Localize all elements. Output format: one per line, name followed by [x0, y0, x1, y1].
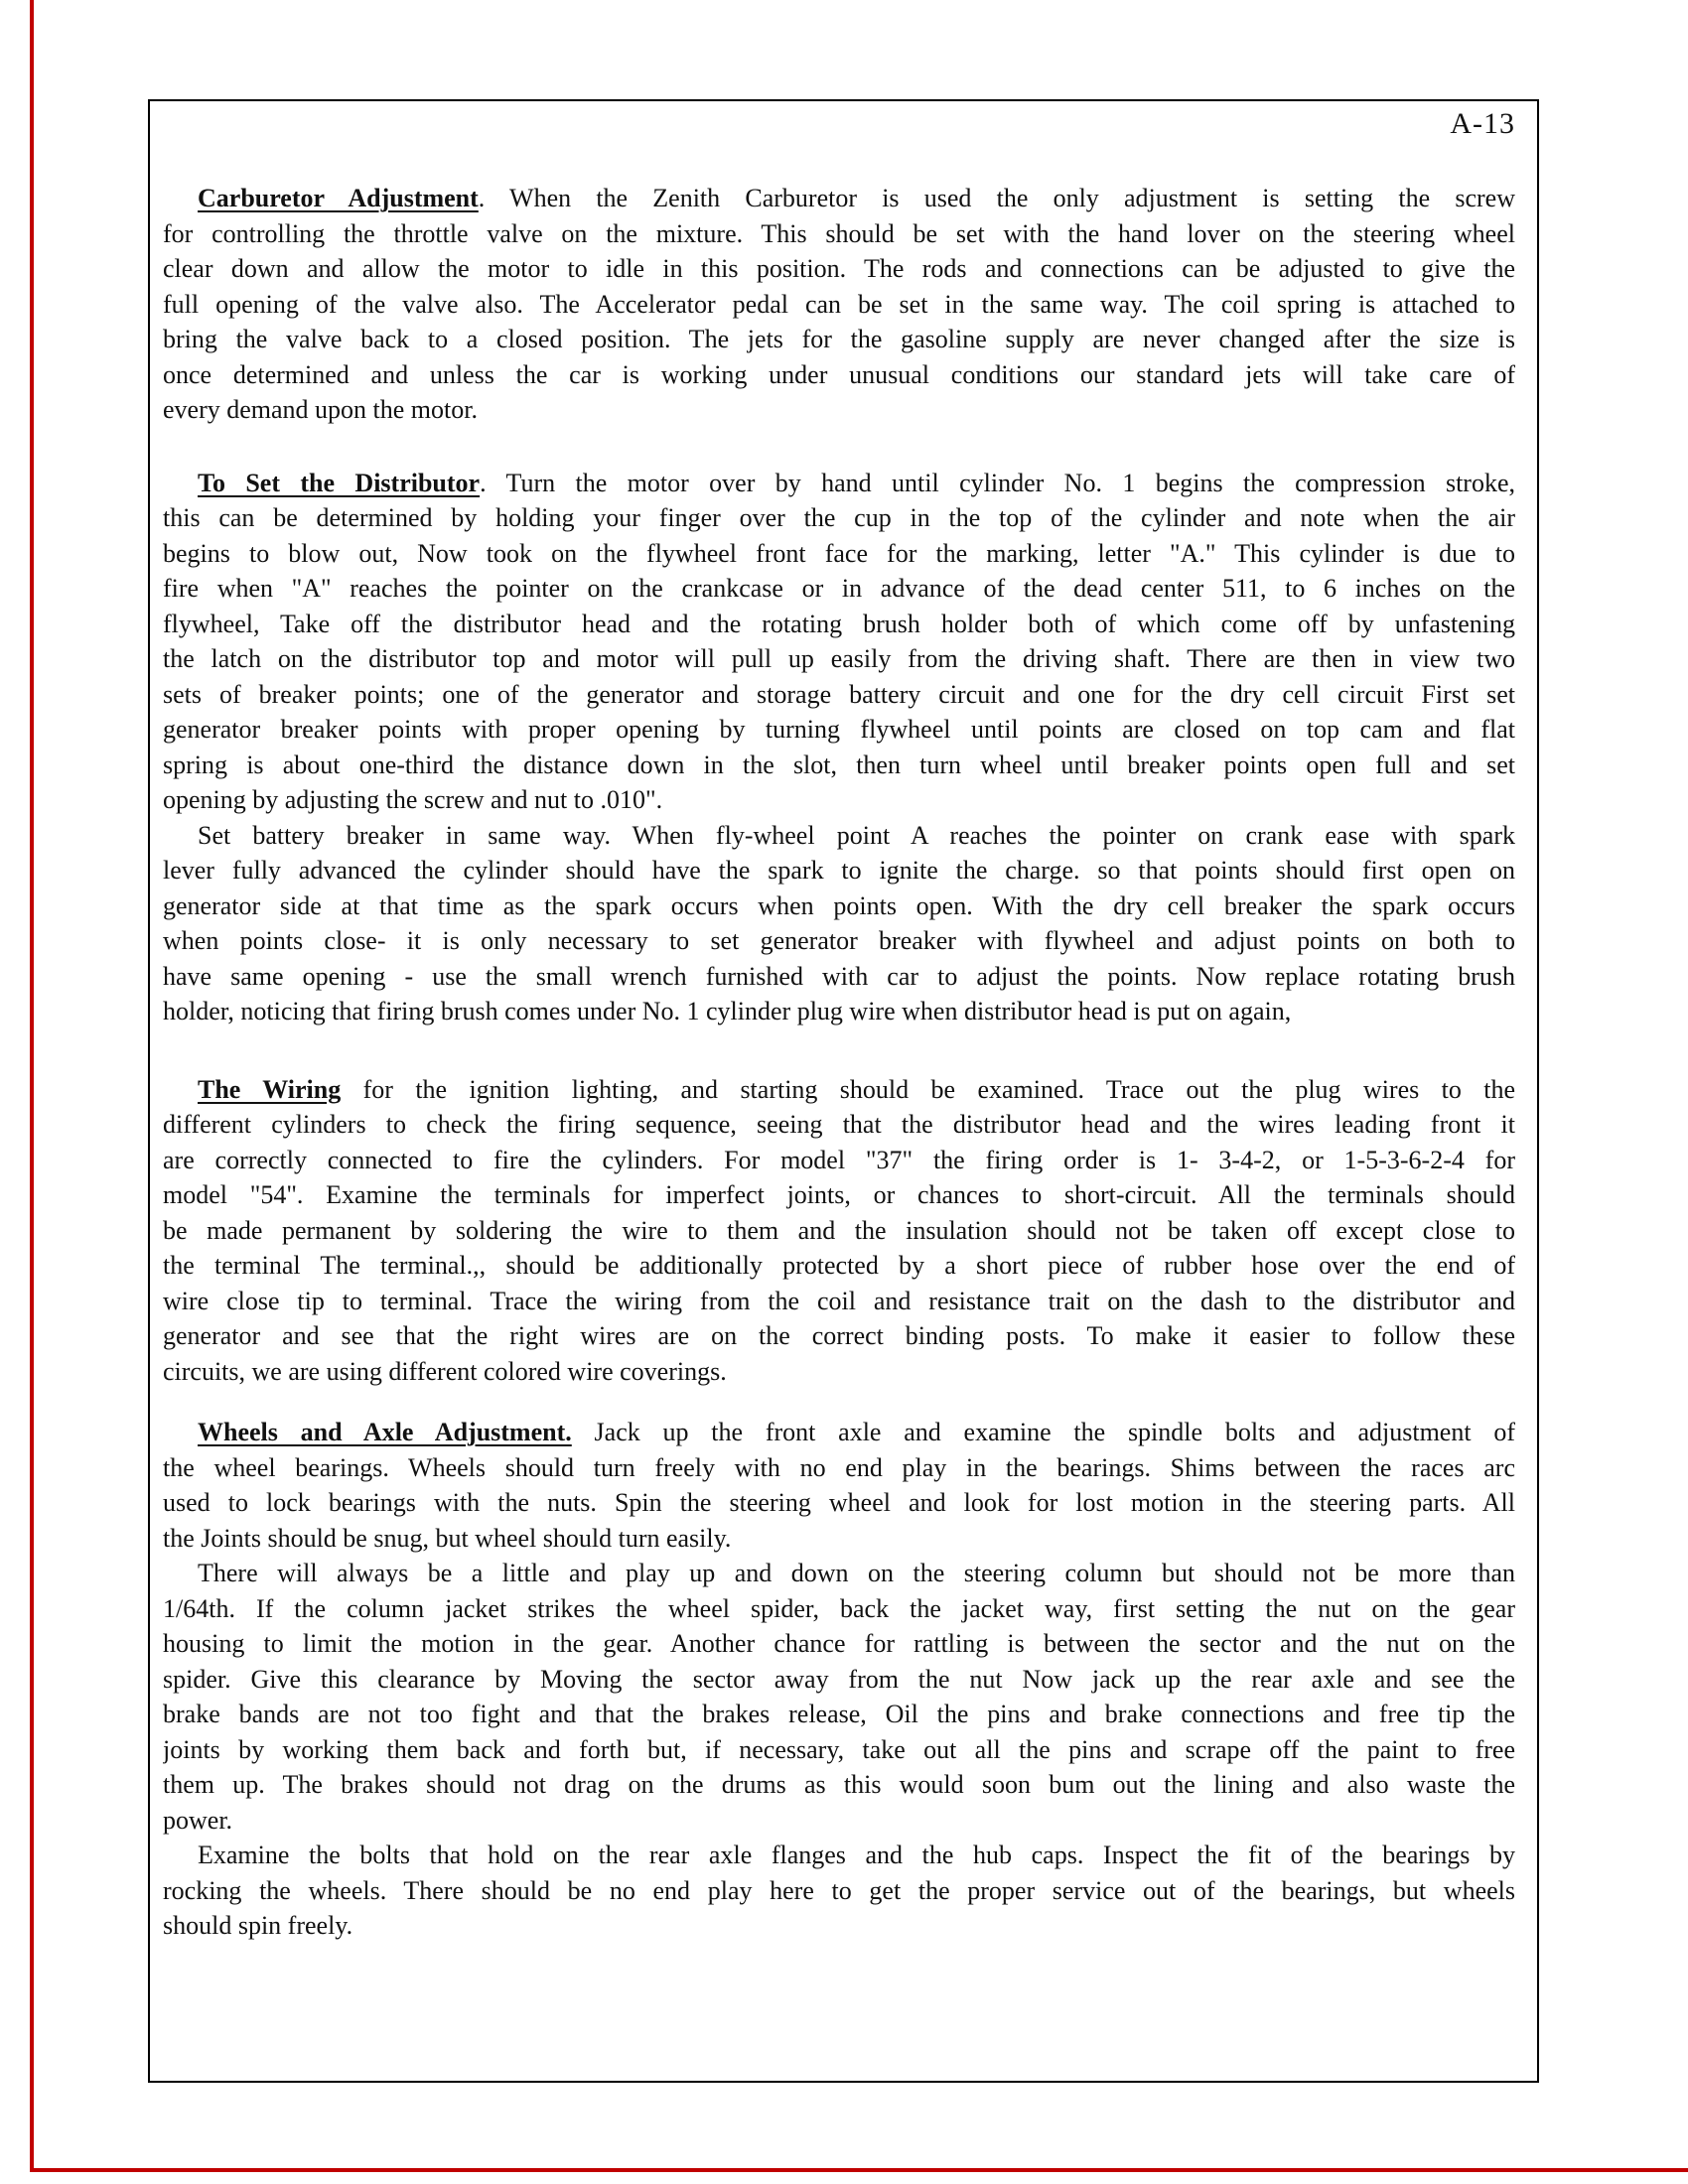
content-box	[148, 99, 1539, 2083]
text-line: when points close- it is only necessary to set generator breaker with flywheel and adjust points on both to	[163, 926, 1515, 955]
text-line: rocking the wheels. There should be no end play here to get the proper service out of the bearings, but wheels	[163, 1875, 1515, 1905]
section-heading: The Wiring	[198, 1074, 342, 1104]
section-the-wiring	[163, 1072, 1515, 1390]
text-line: generator side at that time as the spark occurs when points open. With the dry cell breaker the spark occurs	[163, 890, 1515, 920]
text-line: sets of breaker points; one of the generator and storage battery circuit and one for the dry cell circuit First set	[163, 679, 1515, 709]
red-margin-rule-horizontal	[30, 2168, 1688, 2172]
section-wheels-axle-adjustment	[163, 1415, 1515, 1556]
text-line: model "54". Examine the terminals for imperfect joints, or chances to short-circuit. All the terminals should	[163, 1180, 1515, 1209]
text-line: the Joints should be snug, but wheel should turn easily.	[163, 1523, 732, 1553]
text-line: generator and see that the right wires are on the correct binding posts. To make it easier to follow these	[163, 1321, 1515, 1350]
text-line: spider. Give this clearance by Moving the sector away from the nut Now jack up the rear axle and see the	[163, 1664, 1515, 1694]
text-line: have same opening - use the small wrench furnished with car to adjust the points. Now replace rotating brush	[163, 961, 1515, 991]
text-line	[163, 1415, 1515, 1450]
section-set-distributor-continued	[163, 818, 1515, 1029]
text-line: should spin freely.	[163, 1911, 353, 1940]
text-line: them up. The brakes should not drag on the drums as this would soon bum out the lining and also waste the	[163, 1770, 1515, 1799]
text-line: this can be determined by holding your finger over the cup in the top of the cylinder and note when the air	[163, 503, 1515, 532]
section-wheels-axle-continued	[163, 1556, 1515, 1838]
text-line: 1/64th. If the column jacket strikes the wheel spider, back the jacket way, first setting the nut on the gear	[163, 1593, 1515, 1623]
heading-lead-text: Jack up the front axle and examine the spindle bolts and adjustment of	[571, 1418, 1515, 1446]
text-line: full opening of the valve also. The Accelerator pedal can be set in the same way. The coil spring is attached to	[163, 289, 1515, 319]
red-margin-rule-vertical	[30, 0, 34, 2172]
text-line: clear down and allow the motor to idle in this position. The rods and connections can be adjusted to give the	[163, 254, 1515, 283]
text-line: for controlling the throttle valve on the mixture. This should be set with the hand lover on the steering wheel	[163, 218, 1515, 248]
section-carburetor-adjustment	[163, 181, 1515, 428]
text-line: the latch on the distributor top and motor will pull up easily from the driving shaft. There are then in view two	[163, 644, 1515, 673]
text-line	[163, 466, 1515, 501]
text-line: every demand upon the motor.	[163, 395, 478, 424]
text-line: power.	[163, 1805, 233, 1835]
text-line	[163, 181, 1515, 216]
section-heading: To Set the Distributor	[198, 468, 481, 497]
text-line: Set battery breaker in same way. When fly-wheel point A reaches the pointer on crank ease with spark	[198, 820, 1515, 850]
page-number: A-13	[1450, 107, 1515, 140]
text-line: are correctly connected to fire the cylinders. For model "37" the firing order is 1- 3-4-2, or 1-5-3-6-2-4 for	[163, 1145, 1515, 1174]
text-line: the wheel bearings. Wheels should turn freely with no end play in the bearings. Shims between the races arc	[163, 1452, 1515, 1482]
text-line: begins to blow out, Now took on the flywheel front face for the marking, letter "A." This cylinder is due to	[163, 538, 1515, 568]
text-line: flywheel, Take off the distributor head and the rotating brush holder both of which come off by unfastening	[163, 609, 1515, 638]
text-line: wire close tip to terminal. Trace the wiring from the coil and resistance trait on the dash to the distributor and	[163, 1286, 1515, 1315]
text-line: There will always be a little and play up and down on the steering column but should not be more than	[198, 1559, 1515, 1587]
text-line: spring is about one-third the distance down in the slot, then turn wheel until breaker points open full and set	[163, 750, 1515, 779]
heading-lead-text: for the ignition lighting, and starting should be examined. Trace out the plug wires to the	[341, 1074, 1515, 1104]
text-line: opening by adjusting the screw and nut to .010".	[163, 785, 663, 814]
text-line: lever fully advanced the cylinder should have the spark to ignite the charge. so that points should first open on	[163, 856, 1515, 885]
text-line: bring the valve back to a closed position. The jets for the gasoline supply are never changed after the size is	[163, 325, 1515, 353]
text-line: brake bands are not too fight and that the brakes release, Oil the pins and brake connections and free tip the	[163, 1700, 1515, 1728]
text-line: be made permanent by soldering the wire to them and the insulation should not be taken off except close to	[163, 1215, 1515, 1245]
heading-lead-text: . Turn the motor over by hand until cylinder No. 1 begins the compression stroke,	[480, 468, 1515, 497]
text-line: once determined and unless the car is working under unusual conditions our standard jets will take care of	[163, 359, 1515, 389]
text-line: joints by working them back and forth but, if necessary, take out all the pins and scrape off the paint to free	[163, 1734, 1515, 1764]
section-set-distributor	[163, 466, 1515, 818]
text-line: Examine the bolts that hold on the rear axle flanges and the hub caps. Inspect the fit of the bearings by	[198, 1841, 1515, 1869]
text-line: fire when "A" reaches the pointer on the crankcase or in advance of the dead center 511, to 6 inches on the	[163, 574, 1515, 603]
section-wheels-axle-continued-2	[163, 1838, 1515, 1944]
section-heading: Carburetor Adjustment	[198, 184, 479, 212]
section-heading: Wheels and Axle Adjustment.	[198, 1418, 572, 1446]
text-line: housing to limit the motion in the gear. Another chance for rattling is between the sector and the nut on the	[163, 1629, 1515, 1658]
text-line: used to lock bearings with the nuts. Spin the steering wheel and look for lost motion in the steering parts. All	[163, 1488, 1515, 1517]
text-line: different cylinders to check the firing sequence, seeing that the distributor head and the wires leading front it	[163, 1110, 1515, 1139]
text-line: holder, noticing that firing brush comes under No. 1 cylinder plug wire when distributor head is put on again,	[163, 997, 1292, 1025]
text-line: the terminal The terminal.,, should be additionally protected by a short piece of rubber hose over the end of	[163, 1251, 1515, 1280]
text-line: circuits, we are using different colored wire coverings.	[163, 1356, 727, 1386]
text-line: generator breaker points with proper opening by turning flywheel until points are closed on top cam and flat	[163, 715, 1515, 744]
heading-lead-text: . When the Zenith Carburetor is used the only adjustment is setting the screw	[478, 184, 1515, 212]
text-line	[163, 1072, 1515, 1108]
